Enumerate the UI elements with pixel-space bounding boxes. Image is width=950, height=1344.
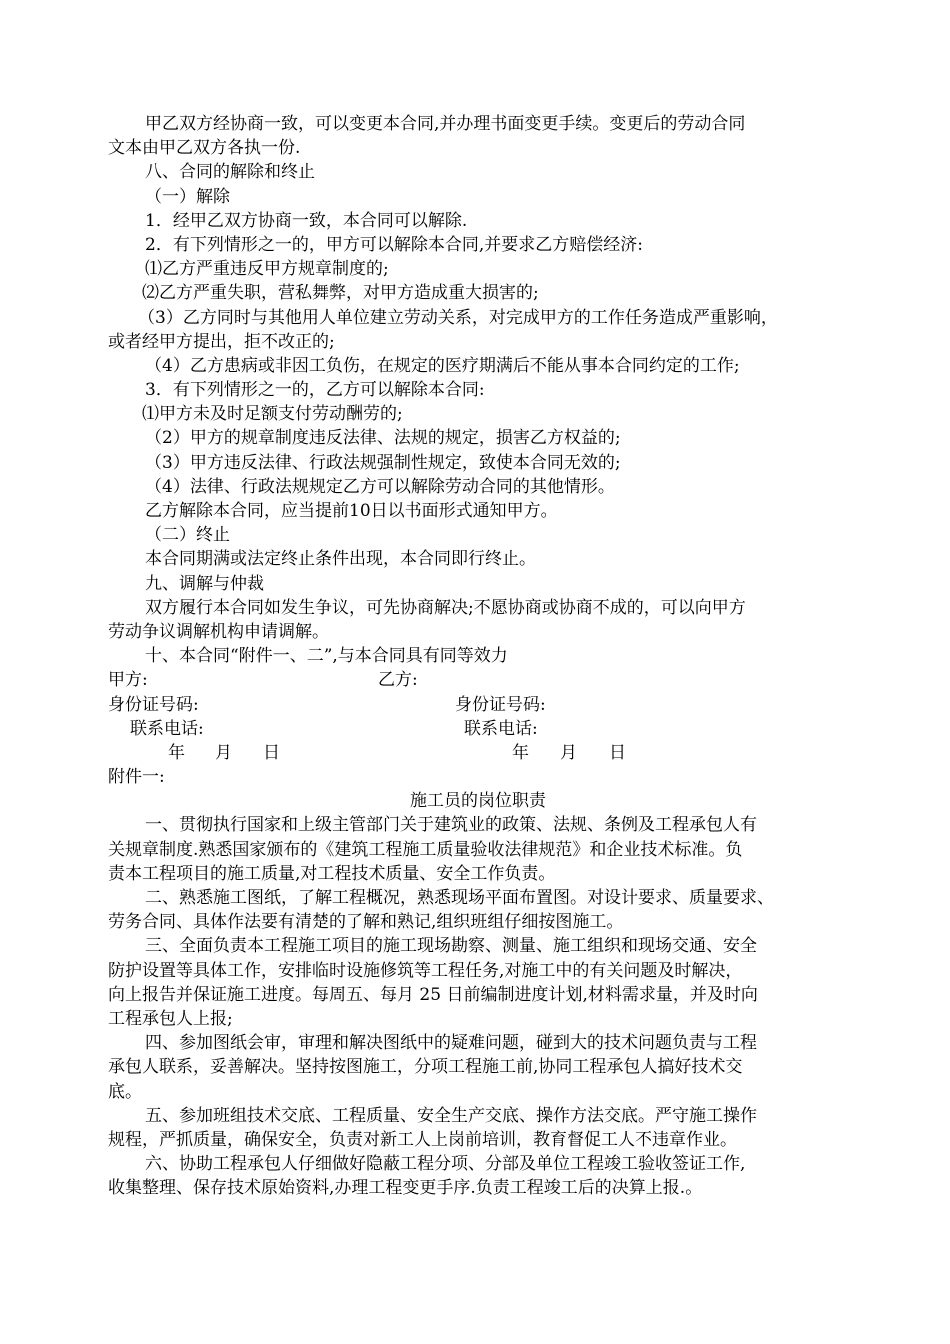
contract-line: ⑴乙方严重违反甲方规章制度的; (145, 259, 389, 280)
date-b-year: 年 (512, 742, 529, 763)
contract-line: 或者经甲方提出，拒不改正的; (108, 331, 335, 352)
id-a-label: 身份证号码: (108, 694, 199, 715)
contract-line: 八、合同的解除和终止 (145, 162, 315, 183)
duty-line: 六、协助工程承包人仔细做好隐蔽工程分项、分部及单位工程竣工验收签证工作, (145, 1154, 746, 1175)
contract-line: 九、调解与仲裁 (145, 573, 264, 594)
duty-line: 收集整理、保存技术原始资料,办理工程变更手序.负责工程竣工后的决算上报.。 (108, 1178, 703, 1199)
duty-line: 五、参加班组技术交底、工程质量、安全生产交底、操作方法交底。严守施工操作 (145, 1105, 757, 1126)
duty-line: 三、全面负责本工程施工项目的施工现场勘察、测量、施工组织和现场交通、安全 (145, 936, 757, 957)
duty-line: 一、贯彻执行国家和上级主管部门关于建筑业的政策、法规、条例及工程承包人有 (145, 815, 757, 836)
contract-line: 3．有下列情形之一的，乙方可以解除本合同: (145, 380, 485, 401)
duty-line: 劳务合同、具体作法要有清楚的了解和熟记,组织班组仔细按图施工。 (108, 912, 624, 933)
duty-line: 责本工程项目的施工质量,对工程技术质量、安全工作负责。 (108, 863, 556, 884)
signature-id-row (108, 693, 848, 717)
contract-line: 1．经甲乙双方协商一致，本合同可以解除. (145, 210, 468, 231)
contract-line: 十、本合同“附件一、二”,与本合同具有同等效力 (145, 646, 508, 667)
duty-line: 工程承包人上报; (108, 1008, 233, 1029)
signature-date-row (108, 741, 848, 765)
signature-phone-row (108, 717, 848, 741)
date-a-day: 日 (263, 742, 280, 763)
date-a-month: 月 (215, 742, 232, 763)
contract-line: （2）甲方的规章制度违反法律、法规的规定，损害乙方权益的; (145, 428, 621, 449)
contract-line: 双方履行本合同如发生争议，可先协商解决;不愿协商或协商不成的，可以向甲方 (145, 597, 746, 618)
attachment-title: 施工员的岗位职责 (410, 791, 546, 812)
contract-line: 本合同期满或法定终止条件出现，本合同即行终止。 (145, 549, 536, 570)
contract-line: （一）解除 (145, 186, 230, 207)
attachment-label: 附件一: (108, 767, 165, 788)
contract-line: ⑵乙方严重失职，营私舞弊，对甲方造成重大损害的; (142, 283, 539, 304)
contract-line: （二）终止 (145, 525, 230, 546)
date-b-day: 日 (609, 742, 626, 763)
contract-line: 文本由甲乙双方各执一份. (108, 138, 301, 159)
date-a-year: 年 (168, 742, 185, 763)
contract-line: （3）甲方违反法律、行政法规强制性规定，致使本合同无效的; (145, 452, 621, 473)
phone-a-label: 联系电话: (130, 718, 204, 739)
duty-line: 四、参加图纸会审，审理和解决图纸中的疑难问题，碰到大的技术问题负责与工程 (145, 1033, 757, 1054)
duty-line: 防护设置等具体工作，安排临时设施修筑等工程任务,对施工中的有关问题及时解决， (108, 960, 743, 981)
duty-line: 向上报告并保证施工进度。每周五、每月 25 日前编制进度计划,材料需求量，并及时向 (108, 984, 758, 1005)
contract-line: 甲乙双方经协商一致，可以变更本合同,并办理书面变更手续。变更后的劳动合同 (145, 114, 746, 134)
party-a-label: 甲方: (108, 670, 148, 691)
id-b-label: 身份证号码: (455, 694, 546, 715)
phone-b-label: 联系电话: (464, 718, 538, 739)
duty-line: 底。 (108, 1081, 142, 1102)
duty-line: 二、熟悉施工图纸，了解工程概况，熟悉现场平面布置图。对设计要求、质量要求、 (145, 888, 774, 908)
duty-line: 规程，严抓质量，确保安全，负责对新工人上岗前培训，教育督促工人不违章作业。 (108, 1129, 737, 1150)
party-b-label: 乙方: (378, 670, 418, 691)
date-b-month: 月 (560, 742, 577, 763)
duty-line: 承包人联系，妥善解决。坚持按图施工，分项工程施工前,协同工程承包人搞好技术交 (108, 1057, 743, 1078)
signature-party-row (108, 668, 848, 692)
contract-line: （4）乙方患病或非因工负伤，在规定的医疗期满后不能从事本合同约定的工作; (145, 355, 740, 376)
duties-body (108, 813, 848, 1200)
document-page (108, 112, 848, 1200)
contract-line: 2．有下列情形之一的，甲方可以解除本合同,并要求乙方赔偿经济: (145, 234, 643, 255)
contract-line: 劳动争议调解机构申请调解。 (108, 621, 329, 642)
contract-body (108, 112, 848, 668)
contract-line: （3）乙方同时与其他用人单位建立劳动关系，对完成甲方的工作任务造成严重影响， (138, 307, 778, 328)
duty-line: 关规章制度.熟悉国家颁布的《建筑工程施工质量验收法律规范》和企业技术标准。负 (108, 839, 743, 860)
contract-line: （4）法律、行政法规规定乙方可以解除劳动合同的其他情形。 (145, 476, 615, 497)
contract-line: ⑴甲方未及时足额支付劳动酬劳的; (142, 404, 403, 425)
contract-line: 乙方解除本合同，应当提前10日以书面形式通知甲方。 (145, 501, 558, 521)
